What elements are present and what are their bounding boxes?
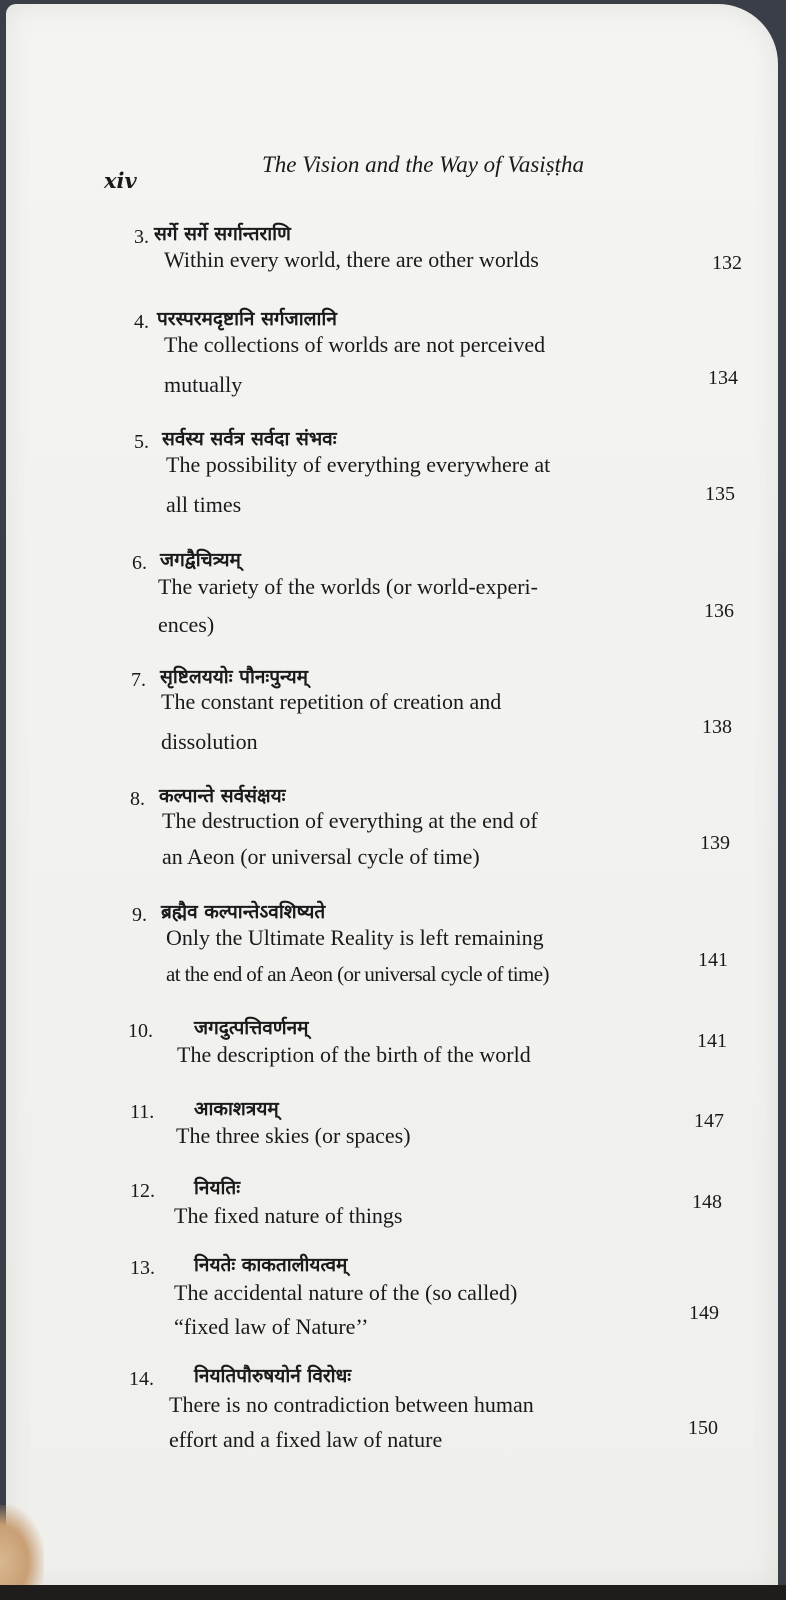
sanskrit-heading: सृष्टिलययोः पौनःपुन्यम् — [160, 666, 309, 688]
english-title-line: The fixed nature of things — [174, 1203, 403, 1228]
entry-number: 3. — [134, 226, 149, 248]
sanskrit-heading: ब्रह्मैव कल्पान्तेऽवशिष्यते — [161, 901, 326, 923]
sanskrit-heading: जगदुत्पत्तिवर्णनम् — [194, 1017, 309, 1039]
entry-number: 4. — [134, 311, 149, 333]
english-title-line: an Aeon (or universal cycle of time) — [162, 844, 480, 869]
english-title-line: Only the Ultimate Reality is left remaining — [166, 925, 544, 950]
entry-number: 8. — [130, 788, 145, 810]
english-title-line: The collections of worlds are not perceived — [164, 332, 546, 357]
english-title-line: mutually — [164, 372, 243, 397]
page-reference: 141 — [698, 949, 728, 971]
sanskrit-heading: आकाशत्रयम् — [194, 1098, 279, 1120]
sanskrit-heading: कल्पान्ते सर्वसंक्षयः — [159, 785, 286, 807]
entry-number: 11. — [130, 1101, 155, 1123]
page-reference: 134 — [708, 367, 738, 389]
english-title-line: “fixed law of Nature’’ — [174, 1314, 369, 1339]
page-edge-shadow — [0, 1585, 786, 1600]
sanskrit-heading: जगद्वैचित्र्यम् — [160, 549, 241, 571]
page-reference: 149 — [689, 1302, 719, 1324]
english-title-line: There is no contradiction between human — [169, 1392, 534, 1417]
page-reference: 136 — [704, 600, 734, 622]
english-title-line: all times — [166, 492, 242, 517]
english-title-line: The three skies (or spaces) — [176, 1123, 411, 1148]
page-reference: 139 — [700, 832, 730, 854]
page-reference: 147 — [694, 1110, 724, 1132]
sanskrit-heading: सर्वस्य सर्वत्र सर्वदा संभवः — [162, 428, 337, 450]
entry-number: 13. — [130, 1257, 155, 1279]
entry-number: 10. — [128, 1020, 153, 1042]
english-title-line: The accidental nature of the (so called) — [174, 1280, 518, 1305]
sanskrit-heading: नियतेः काकतालीयत्वम् — [194, 1254, 348, 1276]
entry-number: 14. — [129, 1368, 154, 1390]
page-reference: 132 — [712, 252, 742, 274]
entry-number: 7. — [131, 669, 146, 691]
entry-number: 5. — [134, 431, 149, 453]
entry-number: 6. — [132, 552, 147, 574]
english-title-line: The destruction of everything at the end of — [162, 808, 538, 833]
page-reference: 148 — [692, 1191, 722, 1213]
english-title-line: at the end of an Aeon (or universal cycle of time) — [166, 962, 549, 986]
sanskrit-heading: नियतिपौरुषयोर्न विरोधः — [194, 1365, 352, 1387]
page-number: xiv — [104, 168, 137, 193]
english-title-line: The variety of the worlds (or world-experi- — [158, 574, 538, 599]
page-reference: 138 — [702, 716, 732, 738]
english-title-line: ences) — [158, 612, 215, 637]
page-reference: 135 — [705, 483, 735, 505]
english-title-line: The constant repetition of creation and — [161, 689, 502, 714]
page-reference: 150 — [688, 1417, 718, 1439]
english-title-line: dissolution — [161, 729, 258, 754]
english-title-line: The description of the birth of the world — [177, 1042, 531, 1067]
english-title-line: effort and a fixed law of nature — [169, 1427, 443, 1452]
english-title-line: Within every world, there are other worlds — [164, 247, 539, 272]
english-title-line: The possibility of everything everywhere at — [166, 452, 551, 477]
sanskrit-heading: सर्गे सर्गे सर्गान्तराणि — [154, 223, 291, 245]
entry-number: 12. — [130, 1180, 155, 1202]
sanskrit-heading: नियतिः — [194, 1177, 241, 1199]
page-reference: 141 — [697, 1030, 727, 1052]
entry-number: 9. — [132, 904, 147, 926]
running-title: The Vision and the Way of Vasiṣṭha — [262, 152, 584, 177]
sanskrit-heading: परस्परमदृष्टानि सर्गजालानि — [157, 308, 337, 330]
